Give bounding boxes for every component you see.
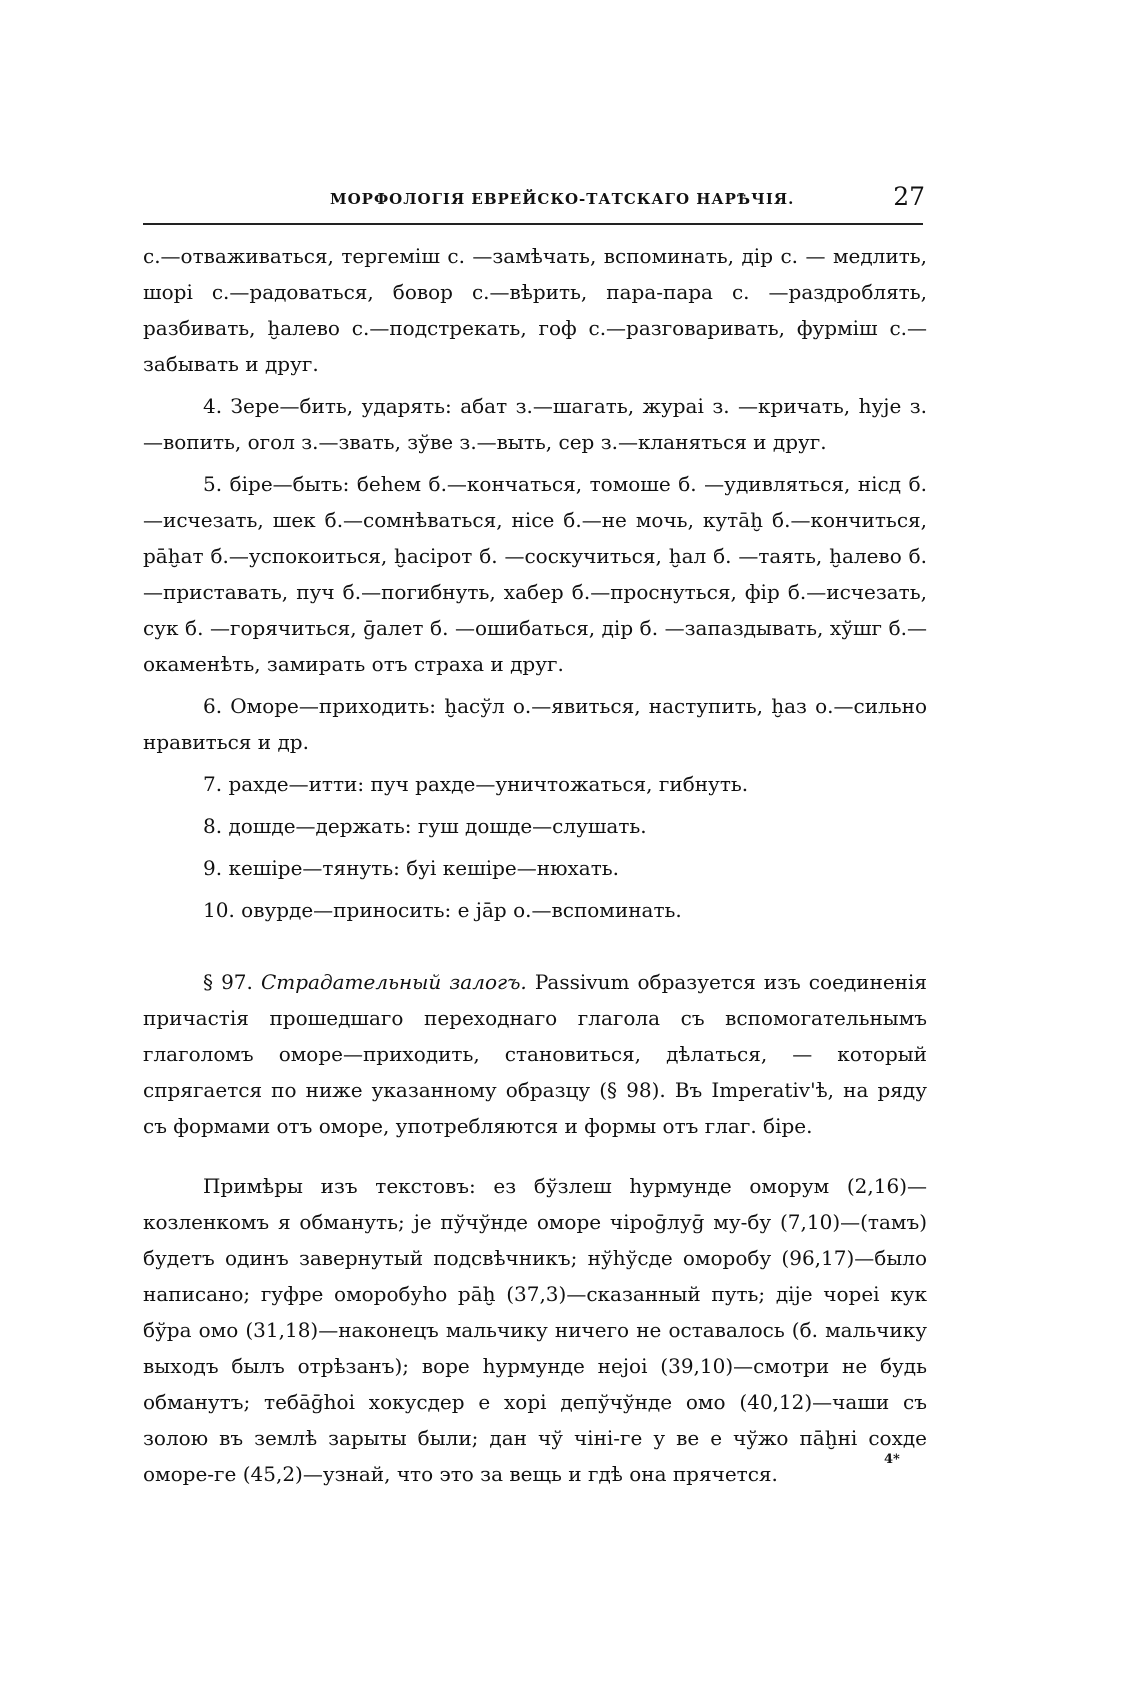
paragraph-continuation: с.—отваживаться, тергеміш с. —замѣчать, вспоминать, дір с. — медлить, шорі с.—радоваться, бовор с.—вѣрить, пара-пара с. —раздроблять, разбивать, ḫалево с.—подстрекать, гоф с.—разговаривать, фурміш с.—забывать и друг.: [143, 244, 927, 376]
examples-paragraph: Примѣры изъ текстовъ: ез бўзлеш һурмунде оморум (2,16)—козленкомъ я обмануть; jе пўчўнде оморе чіроḡлуḡ му-бу (7,10)—(тамъ) будетъ одинъ завернутый подсвѣчникъ; нўһўсде оморобу (96,17)—было написано; гуфре оморобуһо рāḫ (37,3)—сказанный путь; діjе чореі кук бўра омо (31,18)—наконецъ мальчику ничего не оставалось (б. мальчику выходъ былъ отрѣзанъ); воре һурмунде неjоі (39,10)—смотри не будь обманутъ; тебāḡһоі хокусдер е хорі депўчўнде омо (40,12)—чаши съ золою въ землѣ зарыты были; дан чў чіні-ге у ве е чўжо пāḫні сохде оморе-ге (45,2)—узнай, что это за вещь и гдѣ она прячется.: [143, 1174, 927, 1486]
section-title: Страдательный залогъ.: [260, 970, 527, 994]
section-97-paragraph: [143, 964, 927, 1144]
paragraph-item-4: 4. Зере—бить, ударять: абат з.—шагать, журaі з. —кричать, һуjе з.—вопить, огол з.—звать, зўве з.—выть, сер з.—кланяться и друг.: [143, 394, 927, 454]
section-97-text: Passivum образуется изъ соединенія причастія прошедшаго переходнаго глагола съ вспомогательнымъ глаголомъ оморе—приходить, становиться, дѣлаться, — который спрягается по ниже указанному образцу (§ 98). Въ Imperativ'ѣ, на ряду съ формами отъ оморе, употребляются и формы отъ глаг. біре.: [143, 970, 928, 1138]
header-title: МОРФОЛОГІЯ ЕВРЕЙСКО-ТАТСКАГО НАРѢЧІЯ.: [330, 190, 795, 208]
paragraph-item-5: 5. біре—быть: беһем б.—кончаться, томоше б. —удивляться, нісд б.—исчезать, шек б.—сомнѣваться, нісе б.—не мочь, кутāḫ б.—кончиться, рāḫат б.—успокоиться, ḫасірот б. —соскучиться, ḫал б. —таять, ḫалево б.—приставать, пуч б.—погибнуть, хабер б.—проснуться, фір б.—исчезать, сук б. —горячиться, ḡалет б. —ошибаться, дір б. —запаздывать, хўшг б.—окаменѣть, замирать отъ страха и друг.: [143, 472, 927, 676]
paragraph-item-8: 8. дошде—держать: гуш дошде—слушать.: [203, 814, 647, 838]
paragraph-item-7: 7. рахде—итти: пуч рахде—уничтожаться, гибнуть.: [203, 772, 749, 796]
section-mark: § 97.: [203, 970, 253, 994]
running-header: [143, 182, 933, 218]
paragraph-item-6: 6. Оморе—приходить: ḫасўл о.—явиться, наступить, ḫаз о.—сильно нравиться и др.: [143, 694, 927, 754]
signature-mark: 4*: [884, 1452, 900, 1467]
paragraph-item-10: 10. овурде—приносить: е jāр о.—вспоминать.: [203, 898, 682, 922]
header-rule: [143, 223, 923, 225]
page-number: 27: [893, 182, 925, 211]
page-body: [143, 238, 927, 1492]
paragraph-item-9: 9. кешіре—тянуть: буі кешіре—нюхать.: [203, 856, 620, 880]
